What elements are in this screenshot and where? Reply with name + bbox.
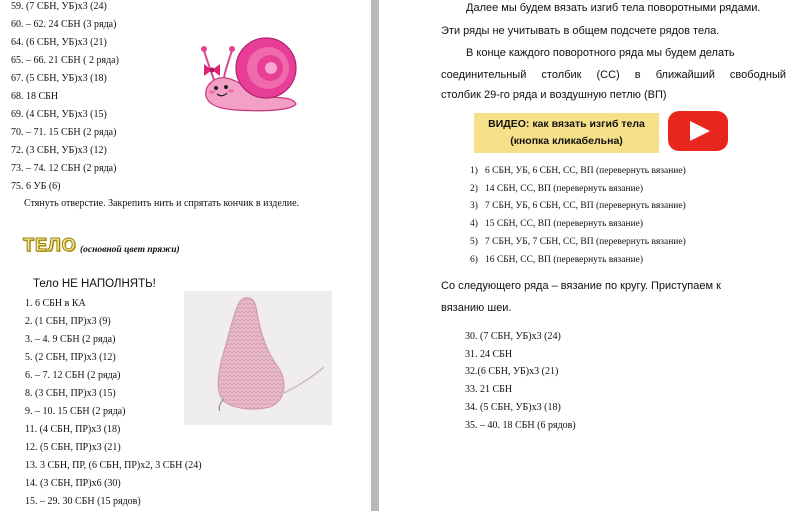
pattern-row: 64. (6 СБН, УБ)х3 (21): [11, 37, 107, 48]
turn-row: [470, 200, 686, 212]
instruction-paragraph: В конце каждого поворотного ряда мы будем делать: [466, 47, 735, 59]
no-fill-warning: Тело НЕ НАПОЛНЯТЬ!: [33, 278, 156, 290]
turn-row: [470, 165, 686, 177]
instruction-paragraph: соединительный столбик (СС) в ближайший свободный: [441, 69, 786, 81]
turn-row-number: 1): [470, 166, 478, 176]
pattern-row: 68. 18 СБН: [11, 91, 59, 102]
turn-row-text: 16 СБН, СС, ВП (перевернуть вязание): [485, 255, 644, 265]
pattern-row: 2. (1 СБН, ПР)х3 (9): [25, 316, 111, 327]
video-link-subtitle: (кнопка кликабельна): [510, 135, 623, 147]
turn-row-text: 14 СБН, СС, ВП (перевернуть вязание): [485, 184, 644, 194]
pattern-row: 9. – 10. 15 СБН (2 ряда): [25, 406, 126, 417]
pattern-row: 15. – 29. 30 СБН (15 рядов): [25, 496, 141, 507]
intro-paragraph: Далее мы будем вязать изгиб тела поворотными рядами.: [466, 2, 761, 14]
turn-row-number: 4): [470, 219, 478, 229]
pattern-row: 30. (7 СБН, УБ)х3 (24): [465, 331, 561, 342]
round-knitting-paragraph: Со следующего ряда – вязание по кругу. Приступаем к: [441, 280, 721, 292]
pattern-row: 6. – 7. 12 СБН (2 ряда): [25, 370, 121, 381]
section-subtitle: (основной цвет пряжи): [80, 245, 180, 255]
pattern-row: 33. 21 СБН: [465, 384, 513, 395]
pattern-row: 75. 6 УБ (6): [11, 181, 61, 192]
pattern-row: 34. (5 СБН, УБ)х3 (18): [465, 402, 561, 413]
pattern-row: 73. – 74. 12 СБН (2 ряда): [11, 163, 117, 174]
turn-row-text: 7 СБН, УБ, 6 СБН, СС, ВП (перевернуть вязание): [485, 201, 686, 211]
pattern-row: 12. (5 СБН, ПР)х3 (21): [25, 442, 121, 453]
turn-row: [470, 254, 643, 266]
pattern-row: 67. (5 СБН, УБ)х3 (18): [11, 73, 107, 84]
turn-row-number: 3): [470, 201, 478, 211]
turn-row-number: 2): [470, 184, 478, 194]
pattern-row: 14. (3 СБН, ПР)х6 (30): [25, 478, 121, 489]
pattern-row: 69. (4 СБН, УБ)х3 (15): [11, 109, 107, 120]
video-link[interactable]: [474, 113, 659, 153]
pattern-row: 32.(6 СБН, УБ)х3 (21): [465, 366, 559, 377]
video-link-title: ВИДЕО: как вязать изгиб тела: [488, 118, 645, 130]
turn-row: [470, 218, 643, 230]
turn-row-text: 15 СБН, СС, ВП (перевернуть вязание): [485, 219, 644, 229]
pattern-row: 70. – 71. 15 СБН (2 ряда): [11, 127, 117, 138]
pattern-row: 3. – 4. 9 СБН (2 ряда): [25, 334, 116, 345]
instruction-paragraph: столбик 29-го ряда и воздушную петлю (ВП): [441, 89, 667, 101]
section-title: ТЕЛО: [23, 235, 77, 255]
turn-row-number: 6): [470, 255, 478, 265]
left-page: [0, 0, 371, 511]
round-knitting-paragraph: вязанию шеи.: [441, 302, 512, 314]
pattern-row: 31. 24 СБН: [465, 349, 513, 360]
pattern-row: 60. – 62. 24 СБН (3 ряда): [11, 19, 117, 30]
turn-row: [470, 183, 643, 195]
pattern-row: 11. (4 СБН, ПР)х3 (18): [25, 424, 121, 435]
knitted-body-photo: [184, 291, 332, 425]
intro-paragraph: Эти ряды не учитывать в общем подсчете рядов тела.: [441, 25, 720, 37]
turn-row: [470, 236, 686, 248]
pattern-row: 72. (3 СБН, УБ)х3 (12): [11, 145, 107, 156]
pattern-row: 1. 6 СБН в КА: [25, 298, 86, 309]
pattern-row: 65. – 66. 21 СБН ( 2 ряда): [11, 55, 119, 66]
pattern-row: 35. – 40. 18 СБН (6 рядов): [465, 420, 576, 431]
pattern-row: 13. 3 СБН, ПР, (6 СБН, ПР)х2, 3 СБН (24): [25, 460, 202, 471]
pattern-row: 8. (3 СБН, ПР)х3 (15): [25, 388, 116, 399]
youtube-play-button[interactable]: [668, 111, 728, 151]
pattern-row: 5. (2 СБН, ПР)х3 (12): [25, 352, 116, 363]
turn-row-text: 6 СБН, УБ, 6 СБН, СС, ВП (перевернуть вязание): [485, 166, 686, 176]
pattern-row: 59. (7 СБН, УБ)х3 (24): [11, 1, 107, 12]
youtube-play-icon: [668, 111, 728, 151]
turn-row-text: 7 СБН, УБ, 7 СБН, СС, ВП (перевернуть вязание): [485, 237, 686, 247]
closing-note: Стянуть отверстие. Закрепить нить и спрятать кончик в изделие.: [24, 198, 300, 209]
snail-illustration: [196, 34, 298, 114]
turn-row-number: 5): [470, 237, 478, 247]
